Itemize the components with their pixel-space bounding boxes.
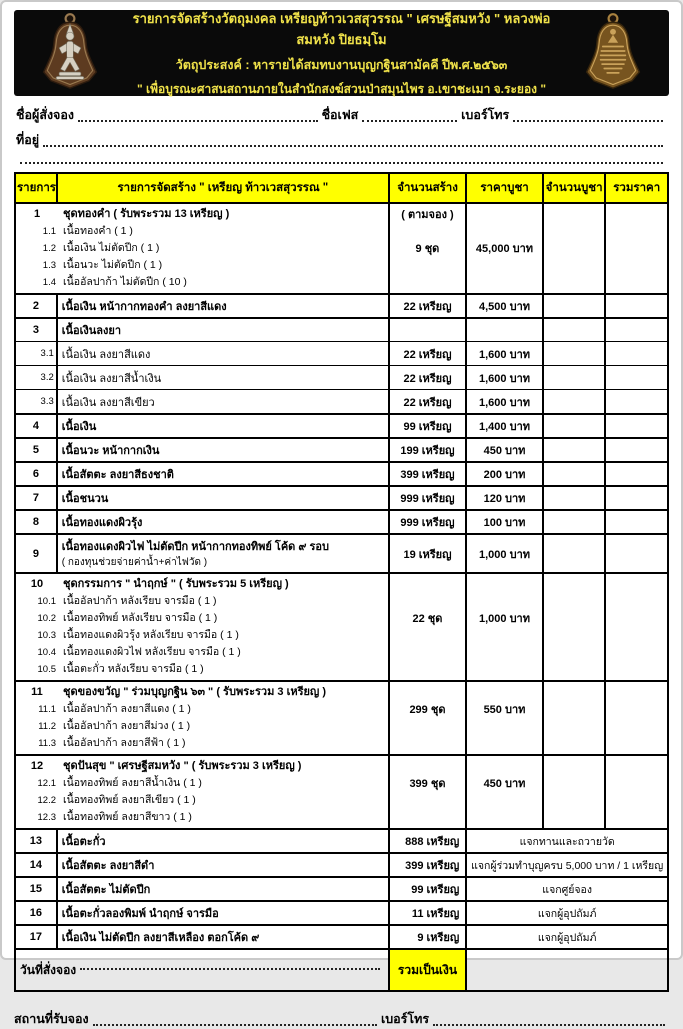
table-row <box>16 293 667 317</box>
col-header-total: รวมราคา <box>613 182 661 194</box>
table-body <box>16 202 667 948</box>
orderer-name-fill-line <box>78 120 318 122</box>
item-no: 7 <box>16 487 58 509</box>
order-qty-cell <box>544 415 607 437</box>
price-cell: 45,000 บาท <box>467 204 544 293</box>
price-cell: 200 บาท <box>467 463 544 485</box>
table-row <box>16 389 667 413</box>
orderer-name-label: ชื่อผู้สั่งจอง <box>16 108 74 122</box>
item-description-group <box>16 574 390 680</box>
made-qty-cell: 399 เหรียญ <box>390 854 468 876</box>
price-cell: 1,600 บาท <box>467 366 544 389</box>
item-no: 10.2 <box>37 613 56 624</box>
grand-total-label-cell: รวมเป็นเงิน <box>390 950 468 990</box>
item-no: 4 <box>16 415 58 437</box>
item-description-cell: เนื้อทองแดงผิวไฟ ไม่ตัดปีก หน้ากากทองทิพย์ โค้ด ๙ รอบ ( กองทุนช่วยจ่ายค่าน้ำ+ค่าไฟวัด ) <box>58 535 390 572</box>
item-no: 3 <box>16 319 58 341</box>
total-price-cell <box>606 204 667 293</box>
made-qty-cell: 399 เหรียญ <box>390 463 468 485</box>
item-description: เนื้อทองทิพย์ ลงยาสีน้ำเงิน ( 1 ) <box>63 777 202 789</box>
item-no: 10.5 <box>37 664 56 675</box>
item-no: 1 <box>33 208 41 220</box>
distribution-note-cell: แจกผู้อุปถัมภ์ <box>537 931 597 944</box>
order-date-fill-line <box>80 968 380 970</box>
made-qty-cell: 22 เหรียญ <box>390 390 468 413</box>
price-cell: 120 บาท <box>467 487 544 509</box>
total-price-cell <box>606 415 667 437</box>
banner-text <box>118 8 565 99</box>
item-description-cell: เนื้อเงิน <box>58 415 390 437</box>
item-description: เนื้อทองทิพย์ ลงยาสีขาว ( 1 ) <box>63 811 192 823</box>
price-cell <box>467 319 544 341</box>
col-header-description: รายการจัดสร้าง " เหรียญ ท้าวเวสสุวรรณ " <box>58 174 390 202</box>
phone-fill-line <box>513 120 663 122</box>
item-description-cell: เนื้อนวะ หน้ากากเงิน <box>58 439 390 461</box>
price-cell: 1,000 บาท <box>467 574 544 680</box>
facebook-name-label: ชื่อเฟส <box>321 108 359 122</box>
item-description: ชุดปันสุข " เศรษฐีสมหวัง " ( รับพระรวม 3 เหรียญ ) <box>63 760 302 772</box>
item-no: 15 <box>16 878 58 900</box>
total-price-cell <box>606 487 667 509</box>
item-description: เนื้อทองทิพย์ หลังเรียบ จารมือ ( 1 ) <box>63 612 218 624</box>
banner-subtitle: " เพื่อบูรณะศาสนสถานภายในสำนักสงฆ์สวนป่าสมุนไพร อ.เขาชะเมา จ.ระยอง " <box>136 81 547 96</box>
header-banner <box>14 10 669 96</box>
table-row <box>16 437 667 461</box>
made-qty-cell: 888 เหรียญ <box>390 830 468 852</box>
table-row <box>16 341 667 365</box>
item-no: 10.4 <box>37 647 56 658</box>
item-no: 10.1 <box>37 596 56 607</box>
price-cell: 550 บาท <box>467 682 544 754</box>
item-description-group <box>16 756 390 828</box>
table-row <box>16 876 667 900</box>
col-header-price: ราคาบูชา <box>467 174 544 202</box>
item-description: เนื้อทองแดงผิวรุ้ง หลังเรียบ จารมือ ( 1 ) <box>63 629 239 641</box>
total-price-cell <box>606 295 667 317</box>
item-description-cell: เนื้อสัตตะ ไม่ตัดปีก <box>58 878 390 900</box>
distribution-note-cell: แจกผู้อุปถัมภ์ <box>537 907 597 920</box>
table-row <box>16 202 667 293</box>
item-description-cell: เนื้อทองแดงผิวรุ้ง <box>58 511 390 533</box>
order-qty-cell <box>544 319 607 341</box>
item-no: 12 <box>30 760 44 772</box>
item-no: 14 <box>16 854 58 876</box>
item-no: 1.4 <box>42 277 56 288</box>
phone-label: เบอร์โทร <box>461 108 510 122</box>
item-description-group <box>16 682 390 754</box>
table-header-row <box>16 174 667 202</box>
grand-total-value-cell <box>467 950 667 990</box>
item-description: เนื้ออัลปาก้า ลงยาสีแดง ( 1 ) <box>63 703 191 715</box>
made-qty-cell: 399 ชุด <box>390 756 468 828</box>
item-description-cell: เนื้อตะกั่ว <box>58 830 390 852</box>
order-info-section <box>14 96 669 167</box>
made-qty-cell <box>390 319 468 341</box>
made-qty-cell: 11 เหรียญ <box>390 902 468 924</box>
thao-wessuwan-amulet-front-image <box>22 12 118 94</box>
item-description: ชุดกรรมการ " นำฤกษ์ " ( รับพระรวม 5 เหรียญ ) <box>63 578 289 590</box>
item-no: 11 <box>31 686 43 698</box>
made-qty-cell: 19 เหรียญ <box>390 535 468 572</box>
item-no: 16 <box>16 902 58 924</box>
total-price-cell <box>606 439 667 461</box>
item-no: 9 <box>16 535 58 572</box>
item-description: เนื้อตะกั่ว หลังเรียบ จารมือ ( 1 ) <box>63 663 204 675</box>
table-row <box>16 924 667 948</box>
order-qty-cell <box>544 487 607 509</box>
total-price-cell <box>606 682 667 754</box>
distribution-note-cell: แจกผู้ร่วมทำบุญครบ 5,000 บาท / 1 เหรียญ <box>471 859 664 872</box>
price-cell: 1,000 บาท <box>467 535 544 572</box>
table-row <box>16 828 667 852</box>
price-cell: 1,600 บาท <box>467 390 544 413</box>
item-description: เนื้อนวะ ไม่ตัดปีก ( 1 ) <box>63 259 163 271</box>
item-no: 12.1 <box>37 778 56 789</box>
item-description-cell: เนื้อสัตตะ ลงยาสีธงชาติ <box>58 463 390 485</box>
total-price-cell <box>606 319 667 341</box>
table-row <box>16 461 667 485</box>
item-no: 3.3 <box>16 390 58 413</box>
item-no: 6 <box>16 463 58 485</box>
made-qty-cell: 22 เหรียญ <box>390 342 468 365</box>
item-description-cell: เนื้อเงิน ลงยาสีแดง <box>58 342 390 365</box>
address-label: ที่อยู่ <box>16 133 40 147</box>
price-cell: 4,500 บาท <box>467 295 544 317</box>
item-no: 11.2 <box>38 721 56 732</box>
item-no: 13 <box>16 830 58 852</box>
price-table <box>14 172 669 992</box>
made-qty-cell: 199 เหรียญ <box>390 439 468 461</box>
item-description: เนื้อทองแดงผิวไฟ หลังเรียบ จารมือ ( 1 ) <box>63 646 241 658</box>
item-no: 5 <box>16 439 58 461</box>
address-fill-line-2 <box>20 162 663 164</box>
distribution-note-cell: แจกศูย์จอง <box>542 883 592 896</box>
item-description: เนื้อทองคำ ( 1 ) <box>63 225 133 237</box>
item-description: เนื้ออัลปาก้า ลงยาสีฟ้า ( 1 ) <box>63 737 186 749</box>
col-header-order-qty: จำนวนบูชา <box>544 174 607 202</box>
made-qty-cell: 299 ชุด <box>390 682 468 754</box>
table-row <box>16 900 667 924</box>
bottom-phone-fill-line <box>433 1024 665 1026</box>
order-qty-cell <box>544 535 607 572</box>
order-qty-cell <box>544 390 607 413</box>
order-qty-cell <box>544 204 607 293</box>
item-description-cell: เนื้อเงิน ลงยาสีน้ำเงิน <box>58 366 390 389</box>
total-price-cell <box>606 463 667 485</box>
item-description: เนื้ออัลปาก้า หลังเรียบ จารมือ ( 1 ) <box>63 595 217 607</box>
order-qty-cell <box>544 756 607 828</box>
facebook-name-fill-line <box>362 120 457 122</box>
item-no: 2 <box>16 295 58 317</box>
price-cell: 1,400 บาท <box>467 415 544 437</box>
table-row <box>16 509 667 533</box>
item-no: 3.2 <box>16 366 58 389</box>
table-row <box>16 852 667 876</box>
item-no: 11.1 <box>38 704 56 715</box>
table-row <box>16 485 667 509</box>
item-description: เนื้อทองทิพย์ ลงยาสีเขียว ( 1 ) <box>63 794 196 806</box>
item-description-cell: เนื้อเงิน ลงยาสีเขียว <box>58 390 390 413</box>
col-header-item-no: รายการ <box>16 174 58 202</box>
made-qty-cell: 99 เหรียญ <box>390 415 468 437</box>
item-no: 11.3 <box>38 738 56 749</box>
distribution-note-cell: แจกทานและถวายวัด <box>519 835 615 848</box>
item-no: 12.3 <box>37 812 56 823</box>
total-price-cell <box>606 756 667 828</box>
made-qty-cell: 99 เหรียญ <box>390 878 468 900</box>
item-no: 1.2 <box>42 243 56 254</box>
order-date-label: วันที่สั่งจอง <box>20 962 77 977</box>
order-qty-cell <box>544 511 607 533</box>
col-header-made-qty: จำนวนสร้าง <box>390 174 468 202</box>
pickup-section <box>14 1004 669 1029</box>
made-qty-cell: 22 เหรียญ <box>390 366 468 389</box>
pickup-place-label: สถานที่รับจอง <box>14 1012 89 1026</box>
made-qty-cell: ( ตามจอง ) 9 ชุด <box>390 204 468 293</box>
made-qty-cell: 999 เหรียญ <box>390 511 468 533</box>
item-description: เนื้ออัลปาก้า ไม่ตัดปีก ( 10 ) <box>63 276 187 288</box>
item-no: 3.1 <box>16 342 58 365</box>
item-description: ชุดของขวัญ " ร่วมบุญกฐิน ๖๓ " ( รับพระรวม 3 เหรียญ ) <box>63 686 327 698</box>
thao-wessuwan-amulet-back-image <box>565 12 661 94</box>
order-date-cell <box>16 950 390 990</box>
total-price-cell <box>606 574 667 680</box>
total-price-cell <box>606 535 667 572</box>
bottom-phone-label: เบอร์โทร <box>380 1012 430 1026</box>
order-qty-cell <box>544 574 607 680</box>
order-qty-cell <box>544 463 607 485</box>
item-description-cell: เนื้อเงินลงยา <box>58 319 390 341</box>
made-qty-cell: 999 เหรียญ <box>390 487 468 509</box>
table-row <box>16 413 667 437</box>
order-qty-cell <box>544 366 607 389</box>
total-price-cell <box>606 342 667 365</box>
table-row <box>16 680 667 754</box>
item-no: 10.3 <box>37 630 56 641</box>
table-row <box>16 365 667 389</box>
made-qty-cell: 9 เหรียญ <box>390 926 468 948</box>
price-cell: 450 บาท <box>467 756 544 828</box>
item-no: 12.2 <box>37 795 56 806</box>
item-description: เนื้อเงิน ไม่ตัดปีก ( 1 ) <box>63 242 160 254</box>
item-description-cell: เนื้อตะกั่วลองพิมพ์ นำฤกษ์ จารมือ <box>58 902 390 924</box>
table-row <box>16 317 667 341</box>
total-price-cell <box>606 511 667 533</box>
item-description-cell: เนื้อสัตตะ ลงยาสีดำ <box>58 854 390 876</box>
item-description-cell: เนื้อชนวน <box>58 487 390 509</box>
item-no: 8 <box>16 511 58 533</box>
item-no: 17 <box>16 926 58 948</box>
item-description-cell: เนื้อเงิน หน้ากากทองคำ ลงยาสีแดง <box>58 295 390 317</box>
total-price-cell <box>606 390 667 413</box>
order-qty-cell <box>544 295 607 317</box>
item-description: ชุดทองคำ ( รับพระรวม 13 เหรียญ ) <box>63 208 230 220</box>
item-no: 1.3 <box>42 260 56 271</box>
table-row <box>16 572 667 680</box>
address-fill-line <box>43 145 663 147</box>
item-description: เนื้ออัลปาก้า ลงยาสีม่วง ( 1 ) <box>63 720 191 732</box>
price-cell: 1,600 บาท <box>467 342 544 365</box>
table-row <box>16 533 667 572</box>
made-qty-cell: 22 ชุด <box>390 574 468 680</box>
banner-title: รายการจัดสร้างวัตถุมงคล เหรียญท้าวเวสสุวรรณ " เศรษฐีสมหวัง " หลวงพ่อสมหวัง ปิยธมฺโม <box>132 10 551 47</box>
order-qty-cell <box>544 342 607 365</box>
price-cell: 100 บาท <box>467 511 544 533</box>
table-footer-row <box>16 948 667 990</box>
made-qty-cell: 22 เหรียญ <box>390 295 468 317</box>
total-price-cell <box>606 366 667 389</box>
order-qty-cell <box>544 439 607 461</box>
table-row <box>16 754 667 828</box>
pickup-place-fill-line <box>93 1024 377 1026</box>
banner-purpose: วัตถุประสงค์ : หารายได้สมทบงานบุญกฐินสามัคคี ปีพ.ศ.๒๕๖๓ <box>175 57 508 72</box>
price-cell: 450 บาท <box>467 439 544 461</box>
item-no: 10 <box>30 578 44 590</box>
item-description-group <box>16 204 390 293</box>
item-no: 1.1 <box>42 226 56 237</box>
item-description-cell: เนื้อเงิน ไม่ตัดปีก ลงยาสีเหลือง ตอกโค้ด ๙ <box>58 926 390 948</box>
order-qty-cell <box>544 682 607 754</box>
